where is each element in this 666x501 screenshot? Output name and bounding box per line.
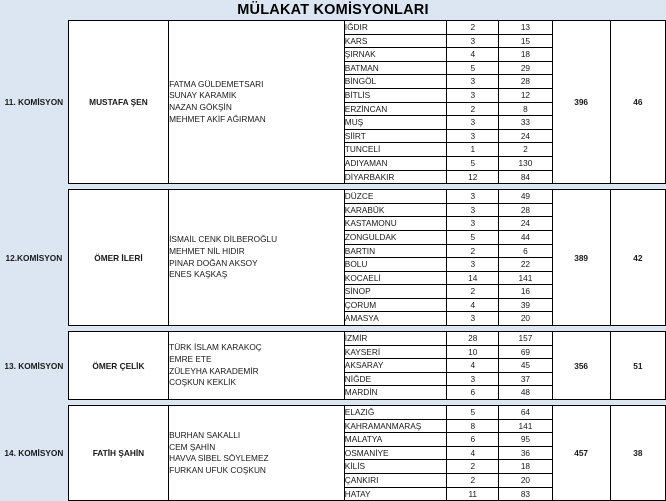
city-applicants-cell: 24 [499, 217, 552, 231]
city-cell: ELAZIĞ [344, 406, 446, 420]
city-cell: MUŞ [344, 116, 446, 130]
city-applicants-cell: 20 [499, 474, 552, 488]
city-count-cell: 4 [447, 48, 499, 62]
commission-total-count-cell: 42 [610, 190, 665, 326]
commission-total-applicants-cell: 389 [552, 190, 610, 326]
commission-member: FURKAN UFUK COŞKUN [169, 464, 266, 475]
city-applicants-cell: 24 [499, 129, 552, 143]
city-count-cell: 3 [447, 203, 499, 217]
city-count-cell: 2 [447, 285, 499, 299]
city-applicants-cell: 83 [499, 487, 552, 501]
city-count-cell: 1 [447, 143, 499, 157]
city-applicants-cell: 15 [499, 34, 552, 48]
city-applicants-cell: 16 [499, 285, 552, 299]
city-count-cell: 10 [447, 345, 499, 359]
commissions-table-body [0, 21, 666, 501]
city-cell: SİİRT [344, 129, 446, 143]
city-cell: DİYARBAKIR [344, 170, 446, 184]
city-applicants-cell: 12 [499, 88, 552, 102]
city-cell: MALATYA [344, 433, 446, 447]
city-count-cell: 28 [447, 332, 499, 346]
city-applicants-cell: 44 [499, 230, 552, 244]
commission-name-cell: 12.KOMİSYON [0, 190, 68, 326]
city-count-cell: 5 [447, 156, 499, 170]
city-count-cell: 2 [447, 21, 499, 35]
city-applicants-cell: 28 [499, 203, 552, 217]
city-count-cell: 3 [447, 372, 499, 386]
city-cell: AKSARAY [344, 359, 446, 373]
commission-member: TÜRK İSLAM KARAKOÇ [169, 342, 262, 353]
commission-total-count-cell: 51 [610, 332, 665, 400]
commission-member: CEM ŞAHİN [169, 441, 216, 452]
city-count-cell: 3 [447, 258, 499, 272]
city-cell: IĞDIR [344, 21, 446, 35]
city-count-cell: 4 [447, 298, 499, 312]
city-cell: ÇANKIRI [344, 474, 446, 488]
city-applicants-cell: 29 [499, 61, 552, 75]
city-count-cell: 5 [447, 230, 499, 244]
commission-chair-cell: MUSTAFA ŞEN [68, 21, 168, 184]
city-applicants-cell: 84 [499, 170, 552, 184]
commission-member: ENES KAŞKAŞ [169, 269, 228, 280]
city-applicants-cell: 39 [499, 298, 552, 312]
commission-name-cell: 14. KOMİSYON [0, 406, 68, 501]
city-applicants-cell: 141 [499, 271, 552, 285]
commission-chair-cell: ÖMER İLERİ [68, 190, 168, 326]
city-count-cell: 3 [447, 190, 499, 204]
city-count-cell: 3 [447, 129, 499, 143]
city-cell: KOCAELİ [344, 271, 446, 285]
city-cell: BATMAN [344, 61, 446, 75]
commission-total-count-cell: 46 [610, 21, 665, 184]
city-count-cell: 12 [447, 170, 499, 184]
commission-total-count-cell: 38 [610, 406, 665, 501]
city-cell: ÇORUM [344, 298, 446, 312]
city-applicants-cell: 157 [499, 332, 552, 346]
city-count-cell: 5 [447, 406, 499, 420]
commissions-table [0, 20, 666, 501]
commission-total-applicants-cell: 396 [552, 21, 610, 184]
city-cell: HATAY [344, 487, 446, 501]
city-applicants-cell: 69 [499, 345, 552, 359]
city-count-cell: 4 [447, 446, 499, 460]
city-cell: BİTLİS [344, 88, 446, 102]
commission-member: ZÜLEYHA KARADEMİR [169, 365, 259, 376]
city-count-cell: 2 [447, 244, 499, 258]
city-applicants-cell: 49 [499, 190, 552, 204]
city-applicants-cell: 36 [499, 446, 552, 460]
city-cell: KİLİS [344, 460, 446, 474]
commission-member: İSMAİL CENK DİLBEROĞLU [169, 234, 278, 245]
city-count-cell: 3 [447, 34, 499, 48]
commission-chair-cell: ÖMER ÇELİK [68, 332, 168, 400]
commission-total-applicants-cell: 457 [552, 406, 610, 501]
city-applicants-cell: 95 [499, 433, 552, 447]
table-row [0, 190, 666, 204]
city-cell: KARABÜK [344, 203, 446, 217]
table-row [0, 21, 666, 35]
city-count-cell: 6 [447, 386, 499, 400]
city-cell: ERZİNCAN [344, 102, 446, 116]
city-applicants-cell: 13 [499, 21, 552, 35]
commission-members-cell [169, 21, 345, 184]
commission-member: HAVVA SİBEL SÖYLEMEZ [169, 453, 269, 464]
city-count-cell: 11 [447, 487, 499, 501]
city-applicants-cell: 18 [499, 460, 552, 474]
city-count-cell: 4 [447, 359, 499, 373]
commission-total-applicants-cell: 356 [552, 332, 610, 400]
commission-member: SUNAY KARAMIK [169, 90, 237, 101]
city-cell: İZMİR [344, 332, 446, 346]
city-cell: ZONGULDAK [344, 230, 446, 244]
commission-members-cell [169, 332, 345, 400]
city-cell: ADIYAMAN [344, 156, 446, 170]
city-cell: KAYSERİ [344, 345, 446, 359]
city-count-cell: 2 [447, 460, 499, 474]
city-count-cell: 3 [447, 75, 499, 89]
city-cell: BİNGÖL [344, 75, 446, 89]
city-cell: ŞIRNAK [344, 48, 446, 62]
city-applicants-cell: 28 [499, 75, 552, 89]
city-cell: DÜZCE [344, 190, 446, 204]
city-applicants-cell: 45 [499, 359, 552, 373]
city-applicants-cell: 22 [499, 258, 552, 272]
table-row [0, 406, 666, 420]
table-row [0, 332, 666, 346]
city-applicants-cell: 18 [499, 48, 552, 62]
commission-chair-cell: FATİH ŞAHİN [68, 406, 168, 501]
city-cell: KARS [344, 34, 446, 48]
city-applicants-cell: 130 [499, 156, 552, 170]
commission-member: COŞKUN KEKLİK [169, 377, 236, 388]
commission-member: MEHMET NİL HIDIR [169, 246, 245, 256]
city-cell: BARTIN [344, 244, 446, 258]
city-count-cell: 3 [447, 116, 499, 130]
city-count-cell: 6 [447, 433, 499, 447]
commission-members-cell [169, 190, 345, 326]
commission-member: MEHMET AKİF AĞIRMAN [169, 113, 266, 124]
city-cell: AMASYA [344, 312, 446, 326]
commission-name-cell: 13. KOMİSYON [0, 332, 68, 400]
city-applicants-cell: 6 [499, 244, 552, 258]
city-cell: BOLU [344, 258, 446, 272]
document-title-bar [0, 0, 666, 20]
commission-members-cell [169, 406, 345, 501]
city-count-cell: 3 [447, 217, 499, 231]
city-count-cell: 14 [447, 271, 499, 285]
city-cell: KAHRAMANMARAŞ [344, 419, 446, 433]
city-applicants-cell: 33 [499, 116, 552, 130]
page-title: MÜLAKAT KOMİSYONLARI [237, 2, 429, 18]
commission-member: EMRE ETE [169, 353, 212, 364]
city-cell: MARDİN [344, 386, 446, 400]
city-cell: KASTAMONU [344, 217, 446, 231]
city-cell: OSMANİYE [344, 446, 446, 460]
city-applicants-cell: 37 [499, 372, 552, 386]
commission-member: BURHAN SAKALLI [169, 429, 241, 440]
commission-member: PINAR DOĞAN AKSOY [169, 257, 258, 268]
city-cell: NİĞDE [344, 372, 446, 386]
commission-member: NAZAN GÖKŞİN [169, 102, 232, 113]
city-cell: TUNCELİ [344, 143, 446, 157]
city-count-cell: 2 [447, 474, 499, 488]
city-count-cell: 2 [447, 102, 499, 116]
city-cell: SİNOP [344, 285, 446, 299]
city-count-cell: 3 [447, 312, 499, 326]
city-applicants-cell: 64 [499, 406, 552, 420]
city-applicants-cell: 8 [499, 102, 552, 116]
city-count-cell: 8 [447, 419, 499, 433]
commission-name-cell: 11. KOMİSYON [0, 21, 68, 184]
city-applicants-cell: 2 [499, 143, 552, 157]
commission-member: FATMA GÜLDEMETSARI [169, 78, 264, 89]
city-count-cell: 3 [447, 88, 499, 102]
city-applicants-cell: 48 [499, 386, 552, 400]
city-applicants-cell: 141 [499, 419, 552, 433]
city-applicants-cell: 20 [499, 312, 552, 326]
city-count-cell: 5 [447, 61, 499, 75]
